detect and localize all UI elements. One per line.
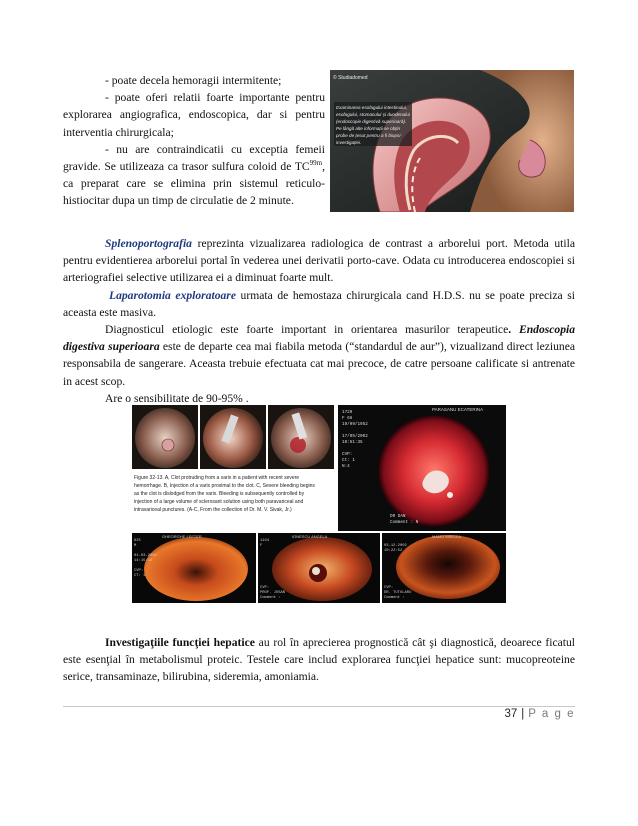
isotope-superscript: 99m [309,159,323,168]
illustration-credit: © Studiadomed [333,75,368,81]
endoscopy-collage-svg [132,405,506,603]
bottom-1-info-1: M [134,544,137,548]
bottom-3-info-6: Comment : [384,596,405,600]
big-image-info-8: Ct: 1 [342,458,355,463]
bottom-1-info-4: 14:15:42 [134,559,153,563]
endoscopy-caption-line-3: as the clot is dislodged from the varix. Bleeding is subsequently controlled by [134,491,305,497]
term-splenoportografia: Splenoportografia [105,237,192,250]
bottom-1-info-7: CT: 1 [134,574,146,578]
bullet-hemoragii: - poate decela hemoragii intermitente; [105,74,282,87]
illustration-caption-4: Pe lângă alte informații se obțin [336,126,401,131]
bottom-3-info-2: 10:22:52 [384,549,403,553]
stomach-endoscopy-illustration [330,70,574,212]
left-column-text [63,72,325,210]
paragraph-hepatic: Investigaţiile funcţiei hepatice au rol în aprecierea prognostică cât şi diagnostică, deoarece ficatul este esenţial în metabolismul proteic. Testele care includ explorarea funcţiei hepatice sunt: mucopreoteine serice, transaminaze, bilirubina, sideremia, amoniamia. [63,636,575,684]
page-number: 37 [504,708,518,720]
term-endoscopia: Endoscopia digestiva superioara [63,323,576,354]
big-image-patient-label: PARASANU ECATERINA [432,407,484,412]
body-paragraphs [63,235,575,407]
paragraph-splenoportografia: Splenoportografia reprezinta vizualizarea radiologica de contrast a arborelui port. Metoda utila pentru evidentierea arborelui portal în vederea unei derivatii porto-cave. Odata cu introducerea endoscopiei si arteriografiei selective utilizarea ei a diminuat foarte mult. [63,237,575,285]
bottom-3-info-5: DR. TUTULARU [384,591,412,595]
big-image-info-0: 1729 [342,410,353,415]
bottom-3-info-1: 03-12-2002 [384,544,407,548]
bottom-3-patient: MAMU MIRCEA [432,534,461,539]
bullet-relatii: - poate oferi relatii foarte importante pentru explorarea angiografica, endoscopica, dar si pentru interventia chirurgicala; [63,91,325,139]
term-investigatii-hepatice: Investigaţiile funcţiei hepatice [105,636,255,649]
endoscopy-caption-line-4: injection of a large volume of sclerosant solution using both paravariceal and [134,499,304,505]
term-laparotomia: Laparotomia exploratoare [109,288,236,302]
endoscopy-caption-line-1: Figure 32-13. A, Clot protruding from a varix in a patient with recent severe [134,475,300,481]
paragraph-sensibilitate: Are o sensibilitate de 90-95% . [105,391,249,405]
paragraph-diagnostic: Diagnosticul etiologic este foarte important in orientarea masurilor terapeutice. Endoscopia digestiva superioara este de departe cea mai fiabila metoda (“standardul de aur”), vizualizand direct leziunea responsabila de sangerare. Aceasta trebuie efectuata cat mai precoce, de catre persoane calificate si antrenate in acest scop. [63,323,576,388]
big-image-info-1: F 66 [342,416,353,421]
bottom-1-info-0: 925 [134,539,141,543]
illustration-caption-2: esofagului, stomacului și duodenului [336,112,410,117]
page-footer [504,708,575,720]
illustration-caption-5: probe de țesut pentru a fi biopsi- [336,133,402,138]
big-image-comment: Comment : N [390,520,419,525]
big-image-info-9: N:4 [342,464,350,469]
illustration-caption-6: investigației. [336,140,362,145]
page-label: P a g e [528,708,575,720]
bottom-1-info-6: CVP: [134,569,144,573]
stomach-illustration-svg [330,70,574,212]
big-image-info-4: 17/05/2002 [342,434,368,439]
bottom-3-info-4: CVP: [384,586,394,590]
big-image-info-2: 19/09/1952 [342,422,368,427]
bottom-1-info-3: 01-03-2002 [134,554,157,558]
endoscopy-collage [132,405,506,603]
illustration-caption-3: (endoscopie digestivă superioară). [336,119,407,124]
bottom-2-info-1: F [260,544,263,548]
bottom-2-info-3: CVP: [260,586,270,590]
bottom-2-info-5: Comment : [260,596,281,600]
footer-separator: | [521,708,525,720]
illustration-caption-1: Examinarea esofagului intestinului, [336,105,407,110]
endoscopy-caption-line-5: intravariceal punctures. (A-C, From the collection of Dr. M. V. Sivak, Jr.) [134,507,292,513]
bottom-1-patient: GHEORGHE LEFTER [162,534,202,539]
big-image-info-5: 10:51:35 [342,440,363,445]
bullet-contraindicatii: - nu are contraindicatii cu exceptia femeii gravide. Se utilizeaza ca trasor sulfura coloid de $TC^{99m}$, ca preparat care se elimina prin sistemul reticulo-histiocitar dupa un timp de circulatie de 2 minute. [63,142,325,208]
endoscopy-caption-line-2: hemorrhage. B, Injection of a varix proximal to the clot. C, Severe bleeding begins [134,483,315,489]
bottom-2-info-0: 1104 [260,539,270,543]
big-image-doctor: DR DAN [390,514,406,519]
bottom-2-info-4: PROF. JOSAN [260,591,286,595]
big-image-info-7: CVP: [342,452,353,457]
footer-divider [63,706,575,707]
paragraph-laparotomia: Laparotomia exploratoare urmata de hemostaza chirurgicala cand H.D.S. nu se poate preciza si aceasta este masiva. [63,288,575,319]
bottom-2-patient: IONESCU ANGELA [292,534,328,539]
